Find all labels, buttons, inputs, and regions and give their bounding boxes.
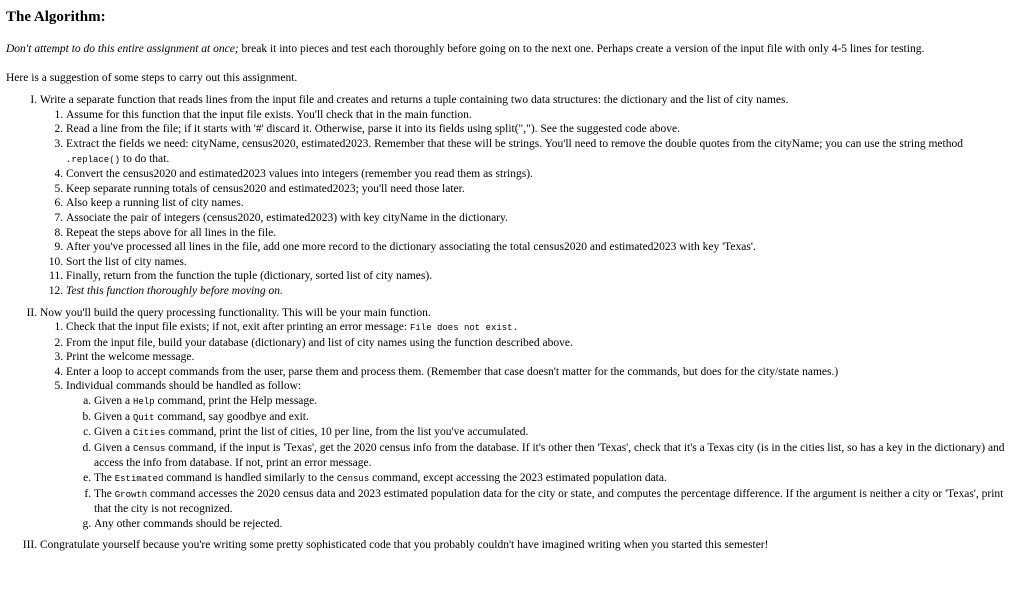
inline-code: .replace() (66, 154, 121, 165)
section-3-text: Congratulate yourself because you're writing some pretty sophisticated code that you probably couldn't have imagined writing when you started this semester! (40, 539, 769, 552)
step-text: Given a (94, 441, 133, 454)
list-item (94, 425, 1018, 441)
list-item: 2. From the input file, build your database (dictionary) and list of city names using the function described above. (66, 336, 1018, 351)
step-emphasis: Test this function thoroughly before moving on. (66, 284, 283, 297)
inline-code: Quit (132, 412, 155, 423)
list-item: 3. Print the welcome message. (66, 350, 1018, 365)
step-text: Individual commands should be handled as follow: (66, 380, 302, 393)
section-1-text: Write a separate function that reads lines from the input file and creates and returns a tuple containing two data structures: the dictionary and the list of city names. (40, 94, 789, 107)
list-item (94, 441, 1018, 471)
section-2-text: Now you'll build the query processing functionality. This will be your main function. (40, 306, 431, 319)
inline-code: Growth (114, 489, 148, 500)
step-text: Given a (94, 395, 133, 408)
step-text: to do that. (120, 152, 170, 165)
intro-text: break it into pieces and test each thoroughly before going on to the next one. Perhaps create a version of the input file with only 4-5 lines for testing. (238, 43, 925, 55)
list-item (66, 379, 1018, 531)
intro-paragraph (6, 42, 1018, 57)
section-2-steps (40, 320, 1018, 531)
step-text: command, if the input is 'Texas', get the 2020 census info from the database. If it's other then 'Texas', check that it's a Texas city (is in the cities list, so has a key in the dictionary) and access the info from database. If not, print an error message. (94, 441, 1005, 470)
list-item (94, 410, 1018, 426)
step-text: command, print the Help message. (154, 395, 318, 408)
inline-code: Estimated (114, 474, 164, 485)
step-text: The (94, 487, 115, 500)
list-item: 8. Repeat the steps above for all lines in the file. (66, 226, 1018, 241)
list-item: 2. Read a line from the file; if it starts with '#' discard it. Otherwise, parse it into its fields using split(","). See the suggested code above. (66, 122, 1018, 137)
list-item (94, 487, 1018, 517)
list-item (66, 137, 1018, 167)
list-item: 4. Enter a loop to accept commands from the user, parse them and process them. (Remember that case doesn't matter for the commands, but does for the city/state names.) (66, 365, 1018, 380)
command-list (66, 394, 1018, 531)
page-title: The Algorithm: (6, 9, 106, 25)
suggestion-paragraph: Here is a suggestion of some steps to carry out this assignment. (6, 71, 298, 84)
list-item: g. Any other commands should be rejected. (94, 517, 1018, 532)
section-1 (40, 93, 1018, 298)
inline-code: Census (336, 474, 370, 485)
step-text: command, except accessing the 2023 estimated population data. (369, 472, 667, 485)
list-item: 10. Sort the list of city names. (66, 255, 1018, 270)
step-text: Given a (94, 426, 133, 439)
list-item: 6. Also keep a running list of city names. (66, 196, 1018, 211)
list-item (94, 471, 1018, 487)
main-steps-list (6, 93, 1018, 553)
step-text: command is handled similarly to the (163, 472, 337, 485)
step-text: command, print the list of cities, 10 per line, from the list you've accumulated. (165, 426, 529, 439)
list-item: 5. Keep separate running totals of census2020 and estimated2023; you'll need those later. (66, 182, 1018, 197)
section-3 (40, 538, 1018, 553)
inline-code: Cities (132, 428, 166, 439)
list-item: 7. Associate the pair of integers (census2020, estimated2023) with key cityName in the dictionary. (66, 211, 1018, 226)
step-text: command accesses the 2020 census data and 2023 estimated population data for the city or state, and computes the percentage difference. If the argument is neither a city or 'Texas', print that the city is not recognized. (94, 487, 1004, 516)
intro-emphasis: Don't attempt to do this entire assignment at once; (6, 43, 239, 55)
list-item: 11. Finally, return from the function the tuple (dictionary, sorted list of city names). (66, 269, 1018, 284)
inline-code: Help (132, 397, 155, 408)
list-item: 1. Assume for this function that the input file exists. You'll check that in the main function. (66, 108, 1018, 123)
step-text: Given a (94, 410, 133, 423)
section-2 (40, 306, 1018, 532)
step-text: command, say goodbye and exit. (154, 410, 309, 423)
step-text: Check that the input file exists; if not, exit after printing an error message: (66, 321, 410, 334)
inline-code: File does not exist. (409, 323, 518, 334)
list-item (66, 284, 1018, 299)
step-text: The (94, 472, 115, 485)
inline-code: Census (132, 443, 166, 454)
list-item: 9. After you've processed all lines in the file, add one more record to the dictionary associating the total census2020 and estimated2023 with key 'Texas'. (66, 240, 1018, 255)
step-text: Extract the fields we need: cityName, census2020, estimated2023. Remember that these will be strings. You'll need to remove the double quotes from the cityName; you can use the string method (66, 137, 963, 150)
list-item (66, 320, 1018, 336)
list-item: 4. Convert the census2020 and estimated2023 values into integers (remember you read them as strings). (66, 167, 1018, 182)
list-item (94, 394, 1018, 410)
section-1-steps (40, 108, 1018, 299)
